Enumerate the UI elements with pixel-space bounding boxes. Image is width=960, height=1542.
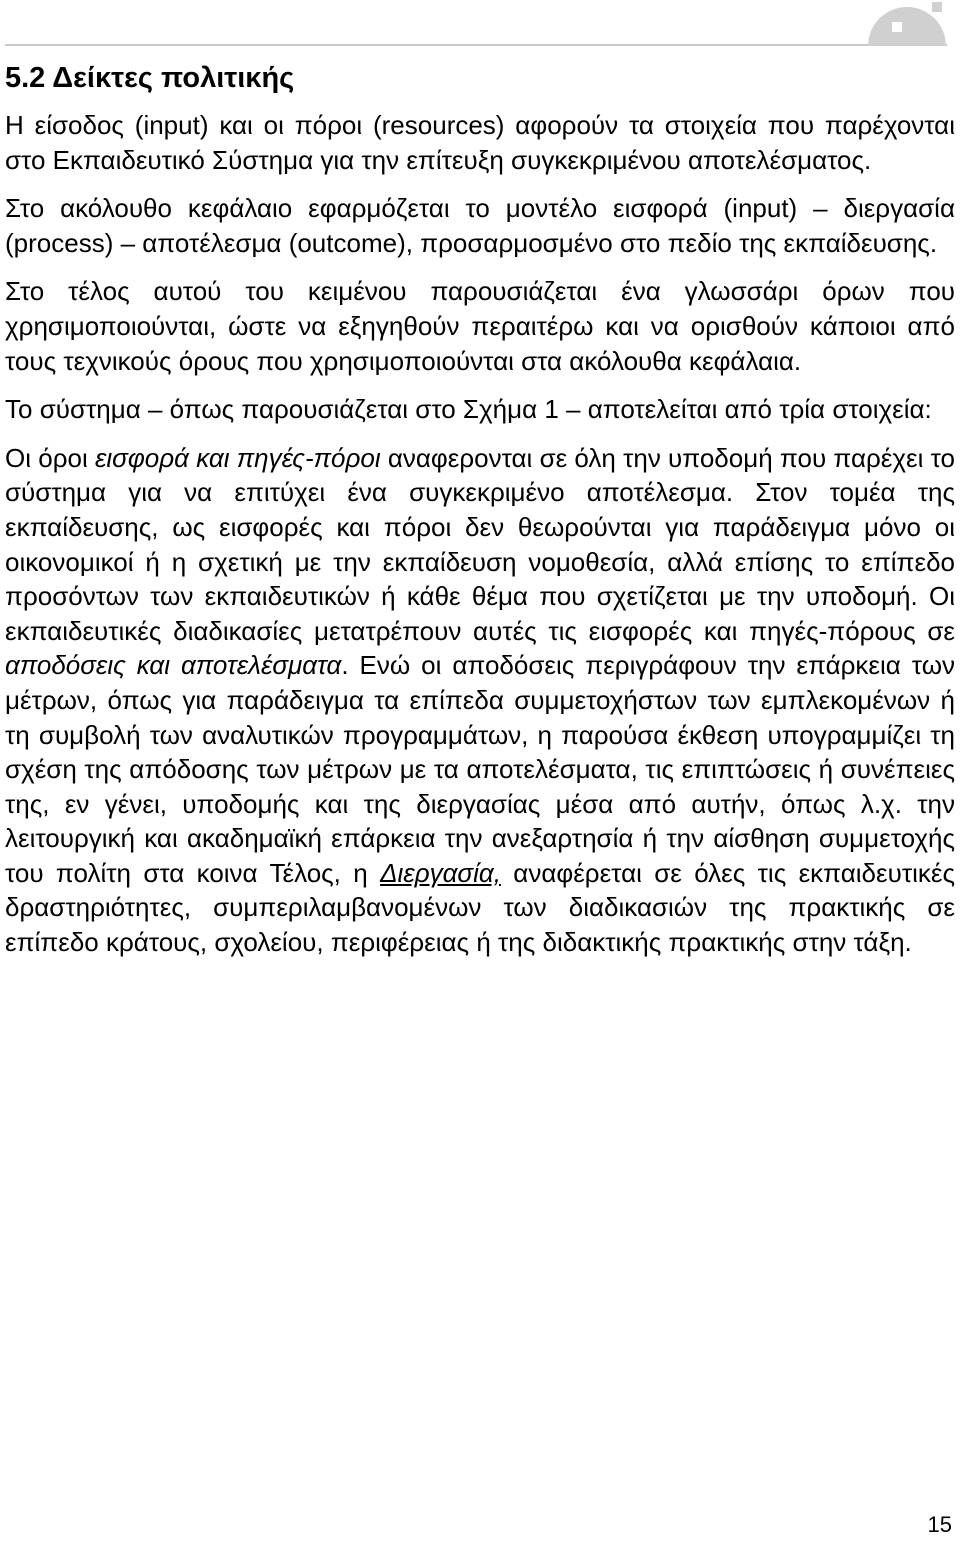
text-run: αναφερονται σε όλη την υποδομή που παρέχει το σύστημα για να επιτύχει ένα συγκεκριμένο αποτέλεσμα. Στον τομέα της εκπαίδευσης, ως εισφορές και πόροι δεν θεωρούνται για παράδειγμα μόνο οι οικονομικοί ή η σχετική με την εκπαίδευση νομοθεσία, αλλά επίσης το επίπεδο προσόντων των εκπαιδευτικών ή κάθε θέμα που σχετίζεται με την υποδομή. Οι εκπαιδευτικές διαδικασίες μετατρέπουν αυτές τις εισφορές και πηγές-πόρους σε [5,442,955,646]
text-run: Οι όροι [5,442,95,473]
emphasis-term-inputs: εισφορά και πηγές-πόροι [94,442,381,473]
page-number: 15 [927,1512,952,1537]
paragraph-input-resources: Η είσοδος (input) και οι πόροι (resources) αφορούν τα στοιχεία που παρέχονται στο Εκπαιδευτικό Σύστημα για την επίτευξη συγκεκριμένου αποτελέσματος. [5,110,955,175]
emphasis-term-outcomes: αποδόσεις και αποτελέσματα [5,650,342,681]
publisher-emblem-icon [864,0,950,46]
paragraph-glossary: Στο τέλος αυτού του κειμένου παρουσιάζεται ένα γλωσσάρι όρων που χρησιμοποιούνται, ώστε να εξηγηθούν περαιτέρω και να ορισθούν κάποιοι από τους τεχνικούς όρους που χρησιμοποιούνται στα ακόλουθα κεφάλαια. [5,276,955,376]
header-rule [5,44,947,46]
paragraph-terms-explanation [5,441,955,960]
document-body [5,58,955,960]
text-run: αναφέρεται σε όλες τις εκπαιδευτικές δραστηριότητες, συμπεριλαμβανομένων των διαδικασιών της πρακτικής σε επίπεδο κράτους, σχολείου, περιφέρειας ή της διδακτικής πρακτικής στην τάξη. [5,857,955,958]
text-run: . Ενώ οι αποδόσεις περιγράφουν την επάρκεια των μέτρων, όπως για παράδειγμα τα επίπεδα συμμετοχήστων των εμπλεκομένων ή τη συμβολή των αναλυτικών προγραμμάτων, η παρούσα έκθεση υπογραμμίζει τη σχέση της απόδοσης των μέτρων με τα αποτελέσματα, τις επιπτώσεις ή συνέπειες της, εν γένει, υποδομής και της διεργασίας μέσα από αυτήν, όπως λ.χ. την λειτουργική και ακαδημαϊκή επάρκεια την ανεξαρτησία ή την αίσθηση συμμετοχής του πολίτη στα κοινα Τέλος, η [5,650,955,888]
emphasis-term-process: Διεργασία, [380,857,501,888]
paragraph-system-elements: Το σύστημα – όπως παρουσιάζεται στο Σχήμα 1 – αποτελείται από τρία στοιχεία: [5,394,932,425]
section-heading: 5.2 Δείκτες πολιτικής [5,62,295,94]
paragraph-model: Στο ακόλουθο κεφάλαιο εφαρμόζεται το μοντέλο εισφορά (input) – διεργασία (process) – αποτέλεσμα (outcome), προσαρμοσμένο στο πεδίο της εκπαίδευσης. [5,193,955,258]
